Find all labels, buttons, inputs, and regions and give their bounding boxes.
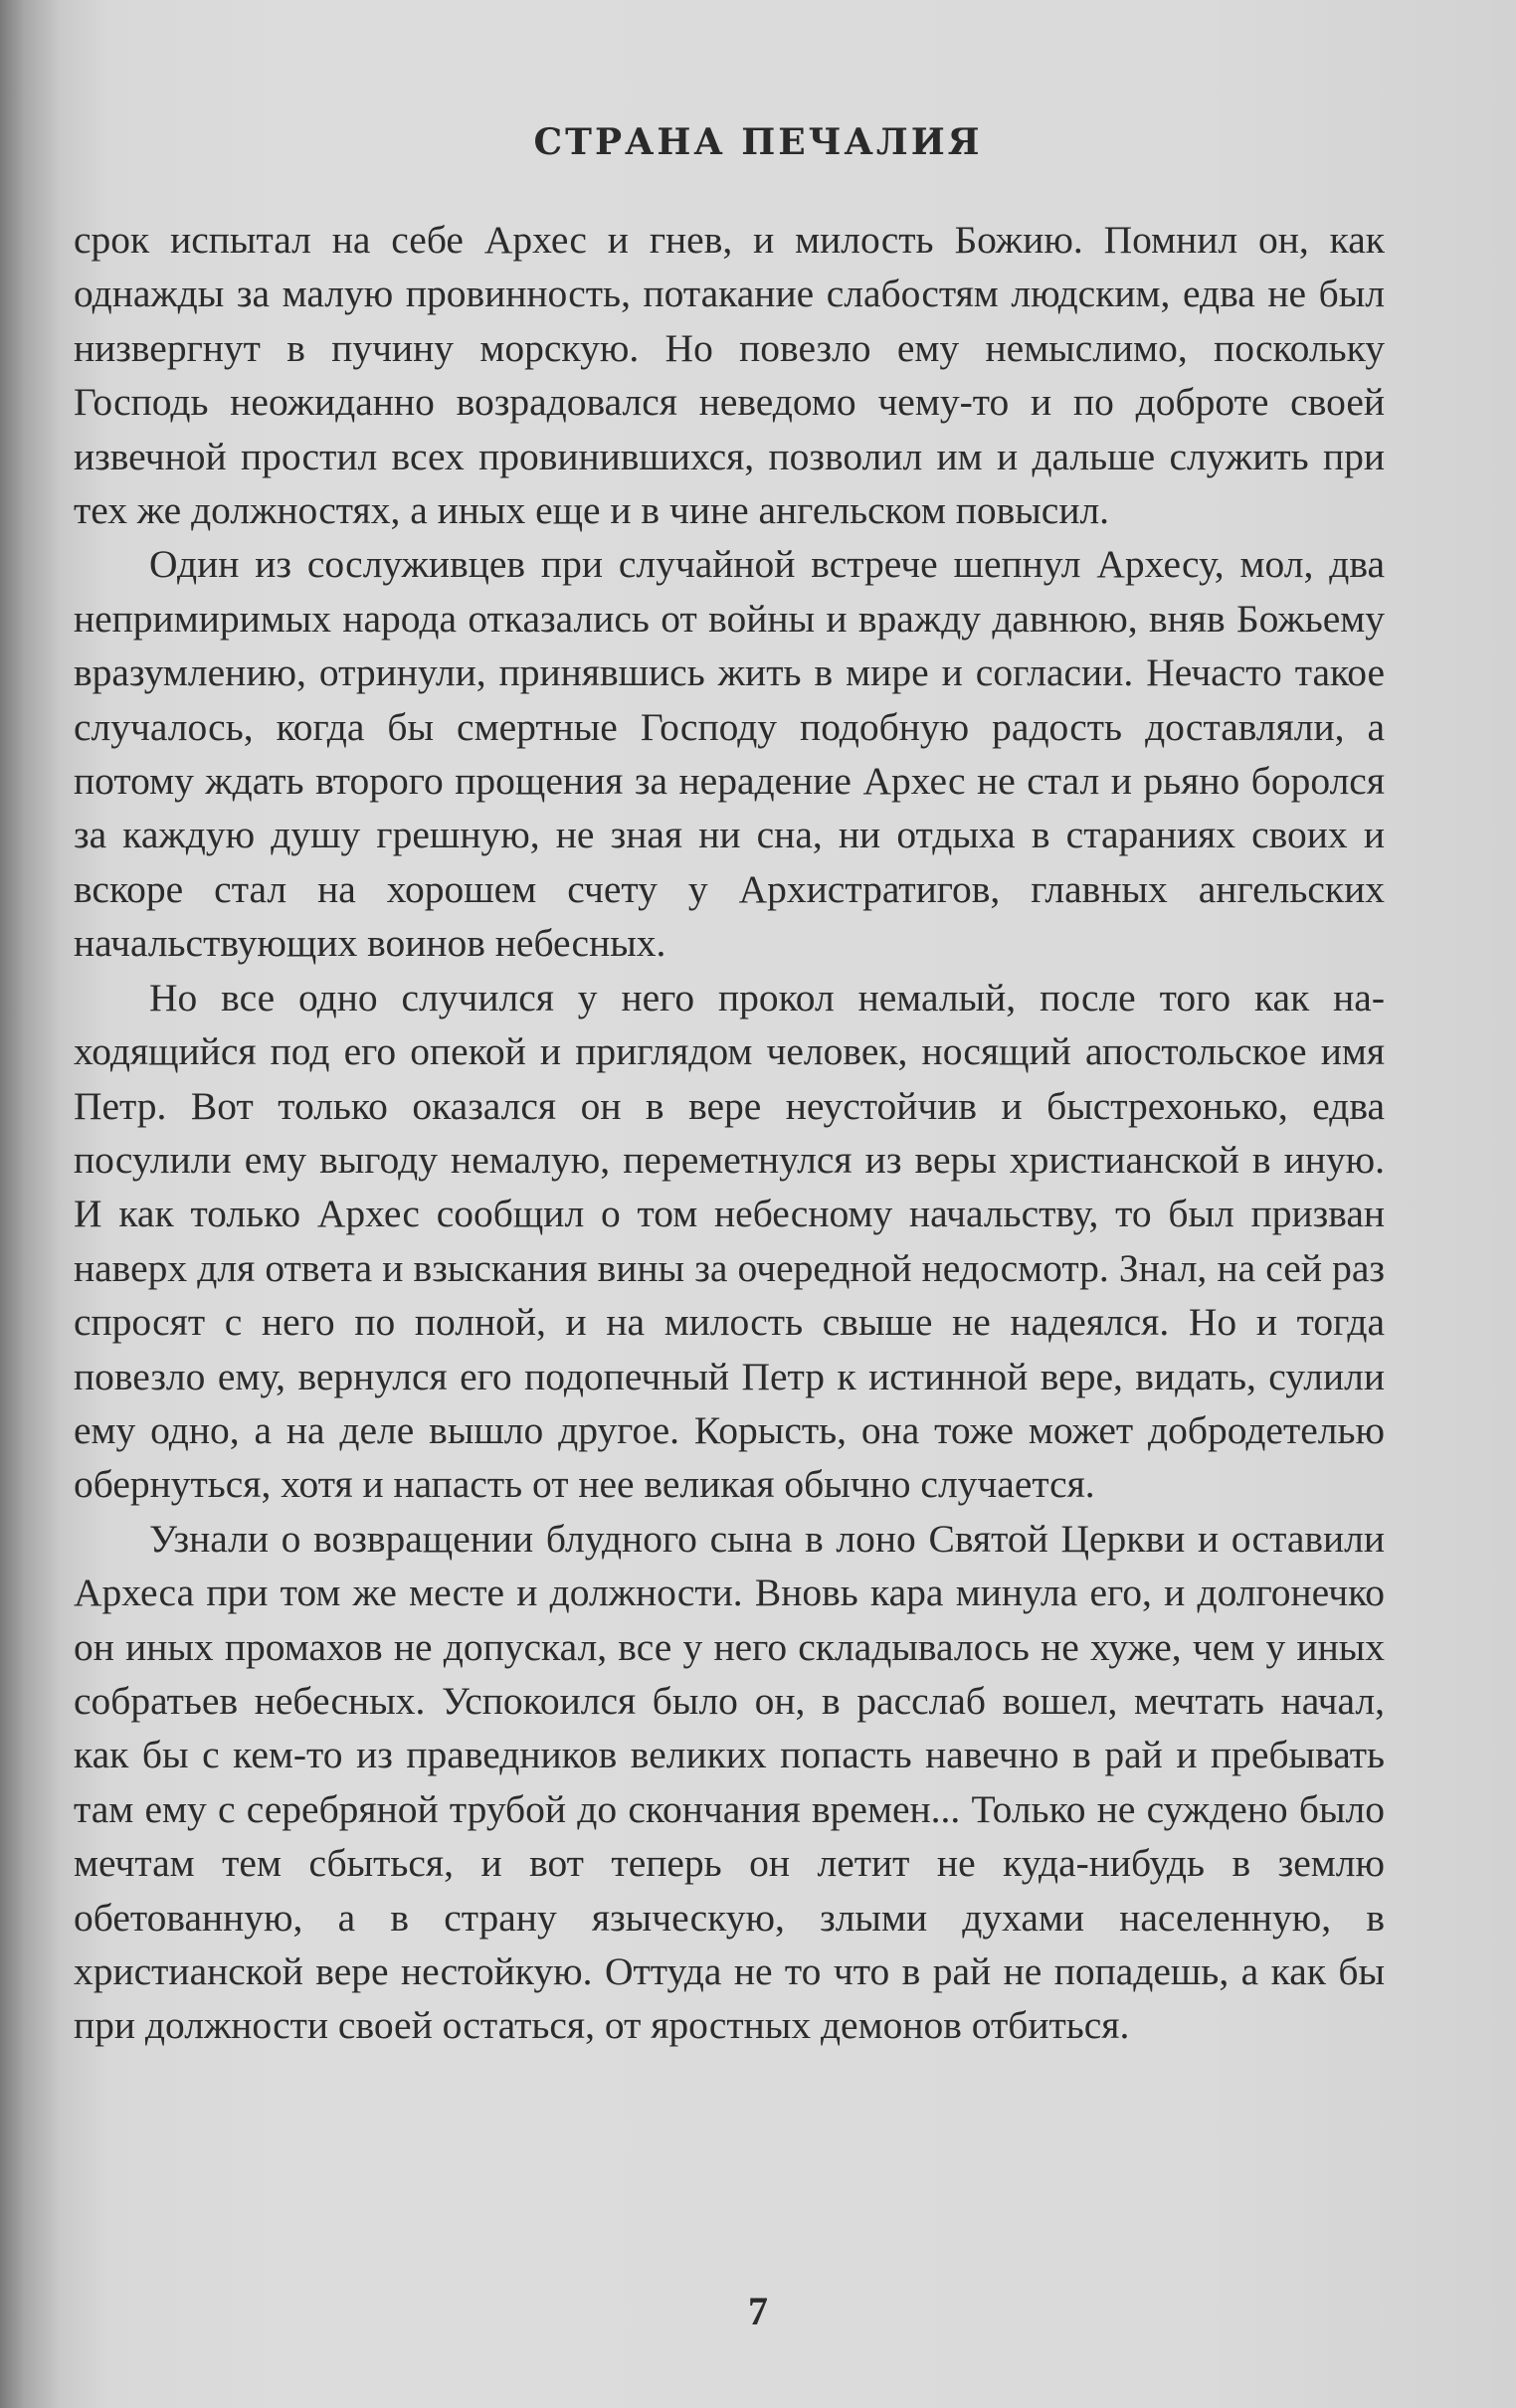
paragraph-3: Но все одно случился у него прокол немалый, после того как находящийся под его опекой и приглядом человек, носящий апостольское имя Петр. Вот только оказался он в вере неустойчив и быстрехонько, едва посулили ему выгоду немалую, переметнулся из веры христианской в иную. И как только Архес сообщил о том небесному начальству, то был призван наверх для ответа и взыскания вины за очередной недосмотр. Знал, на сей раз спросят с него по полной, и на милость свыше не надеялся. Но и тогда повезло ему, вернулся его подопечный Петр к истинной вере, видать, сулили ему одно, а на деле вышло другое. Корысть, она тоже может добродетелью обернуться, хотя и напасть от нее великая обычно случается.: [74, 975, 1385, 1507]
paragraph-1: срок испытал на себе Архес и гнев, и милость Божию. Помнил он, как однажды за малую провинность, потакание слабостям людским, едва не был низвергнут в пучину морскую. Но повезло ему немыслимо, поскольку Господь неожиданно возрадовался неведомо чему-то и по доброте своей извечной простил всех провинившихся, позволил им и дальше служить при тех же должностях, а иных еще и в чине ангельском повысил.: [74, 218, 1385, 533]
page-number: 7: [748, 2289, 768, 2333]
paragraph-2: Один из сослуживцев при случайной встрече шепнул Архесу, мол, два непримиримых народа отказались от войны и вражду давнюю, вняв Божьему вразумлению, отринули, принявшись жить в мире и согласии. Нечасто такое случалось, когда бы смертные Господу подобную радость доставляли, а потому ждать второго прощения за нерадение Архес не стал и рьяно боролся за каждую душу грешную, не зная ни сна, ни отдыха в стараниях своих и вскоре стал на хорошем счету у Архистратигов, главных ангельских начальствующих воинов небесных.: [74, 542, 1385, 966]
body-text: [74, 213, 1385, 2053]
paragraph-4: Узнали о возвращении блудного сына в лоно Святой Церкви и оставили Археса при том же месте и должности. Вновь кара минула его, и долгонечко он иных промахов не допускал, все у него складывалось не хуже, чем у иных собратьев небесных. Успокоился было он, в расслаб вошел, мечтать начал, как бы с кем-то из праведников великих попасть навечно в рай и пребывать там ему с серебряной трубой до скончания времен... Только не суждено было мечтам тем сбыться, и вот теперь он летит не куда-нибудь в землю обетованную, а в страну языческую, злыми духами населенную, в христианской вере нестойкую. Оттуда не то что в рай не попадешь, а как бы при должности своей остаться, от яростных демонов отбиться.: [74, 1516, 1385, 2048]
running-header: СТРАНА ПЕЧАЛИЯ: [533, 121, 983, 163]
